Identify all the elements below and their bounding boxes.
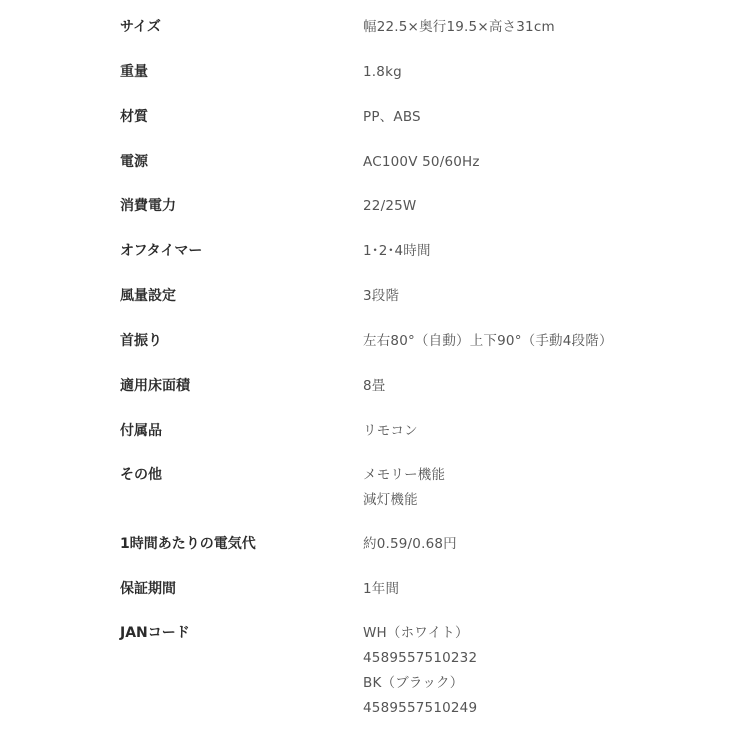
spec-value: AC100V 50/60Hz [363, 154, 480, 170]
spec-value: 減灯機能 [363, 492, 418, 508]
spec-values [363, 374, 723, 399]
spec-values [363, 419, 723, 444]
spec-label: 電源 [120, 154, 148, 170]
spec-label: 材質 [120, 109, 148, 125]
spec-values [363, 284, 723, 309]
spec-value: 22/25W [363, 198, 417, 214]
spec-values [363, 239, 723, 264]
spec-label: その他 [120, 467, 162, 483]
spec-label: オフタイマー [120, 243, 203, 259]
spec-label: サイズ [120, 19, 161, 35]
spec-values [363, 532, 723, 557]
spec-value: WH（ホワイト） [363, 625, 469, 641]
spec-label: 首振り [120, 333, 162, 349]
spec-value: 幅22.5×奥行19.5×高さ31cm [363, 19, 555, 35]
spec-values [363, 105, 723, 130]
spec-value: 4589557510232 [363, 650, 478, 666]
spec-value: メモリー機能 [363, 467, 446, 483]
spec-value: PP、ABS [363, 109, 421, 125]
spec-value: リモコン [363, 423, 418, 439]
spec-label: 消費電力 [120, 198, 176, 214]
spec-values [363, 15, 723, 40]
spec-value: 約0.59/0.68円 [363, 536, 457, 552]
spec-value: 3段階 [363, 288, 400, 304]
spec-label: 付属品 [120, 423, 162, 439]
spec-values [363, 150, 723, 175]
spec-label: 風量設定 [120, 288, 176, 304]
spec-values [363, 60, 723, 85]
spec-value: 左右80°（自動）上下90°（手動4段階） [363, 333, 613, 349]
spec-value: BK（ブラック） [363, 675, 464, 691]
spec-label: 1時間あたりの電気代 [120, 536, 256, 552]
spec-value: 1･2･4時間 [363, 243, 431, 259]
spec-values [363, 463, 723, 513]
spec-value: 1.8kg [363, 64, 402, 80]
spec-label: 重量 [120, 64, 148, 80]
spec-value: 1年間 [363, 581, 400, 597]
spec-label: 適用床面積 [120, 378, 190, 394]
spec-values [363, 329, 723, 354]
spec-label: 保証期間 [120, 581, 176, 597]
spec-value: 4589557510249 [363, 700, 478, 716]
spec-values [363, 194, 723, 219]
spec-value: 8畳 [363, 378, 386, 394]
spec-label: JANコード [120, 625, 190, 641]
spec-values [363, 577, 723, 602]
spec-values [363, 621, 723, 721]
